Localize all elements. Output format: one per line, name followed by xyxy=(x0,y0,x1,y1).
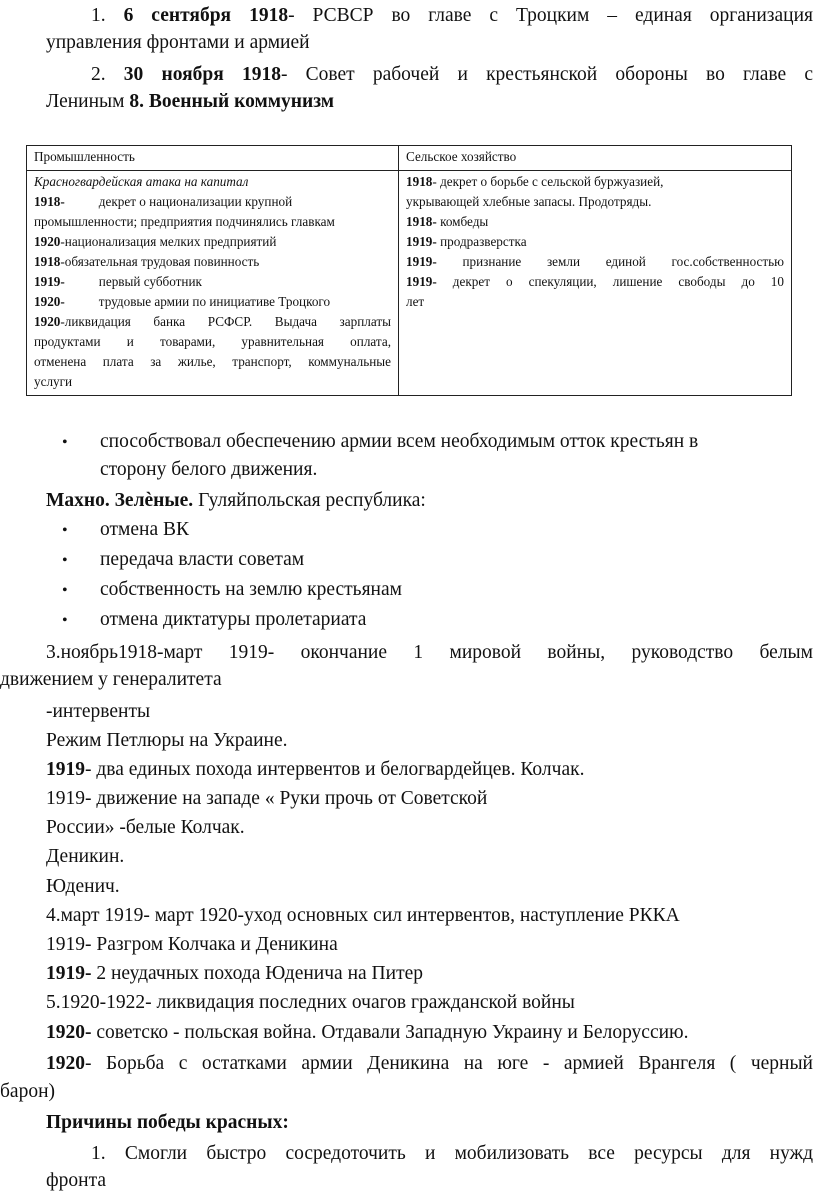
line-1920-wrangel xyxy=(46,1051,813,1077)
table-line xyxy=(406,232,784,252)
line-text: -обязательная трудовая повинность xyxy=(60,254,260,269)
table-line: промышленности; предприятия подчинялись главкам xyxy=(34,214,335,229)
line-text: советско - польская война. Отдавали Западную Украину и Белоруссию. xyxy=(91,1022,689,1043)
item-1-continuation: управления фронтами и армией xyxy=(46,32,310,53)
reason-1-number: 1. xyxy=(91,1143,106,1164)
line-text: - декрет о борьбе с сельской буржуазией, xyxy=(432,174,664,189)
industry-intro: Красногвардейская атака на капитал xyxy=(34,174,249,189)
rossii-line: России» -белые Колчак. xyxy=(46,817,245,838)
year-label: 1920 xyxy=(34,234,61,249)
year-label: 1919- xyxy=(46,963,92,984)
year-label: 1919- xyxy=(34,274,65,289)
line-text: комбеды xyxy=(436,214,489,229)
denikin-line: Деникин. xyxy=(46,846,125,867)
razgrom-line: 1919- Разгром Колчака и Деникина xyxy=(46,934,338,955)
table-line xyxy=(406,212,784,232)
paragraph-5: 5.1920-1922- ликвидация последних очагов гражданской войны xyxy=(46,992,575,1013)
line-1919-campaigns xyxy=(46,757,584,783)
item-1-line xyxy=(91,3,813,29)
table-line: отменена плата за жилье, транспорт, коммунальные xyxy=(34,354,391,369)
bullet-item: отмена ВК xyxy=(100,519,189,540)
table-header-agriculture: Сельское хозяйство xyxy=(399,146,792,171)
reason-1-line1 xyxy=(91,1141,813,1167)
line-text: 2 неудачных похода Юденича на Питер xyxy=(91,963,423,984)
table-line xyxy=(34,252,391,272)
line-text: -национализация мелких предприятий xyxy=(60,234,277,249)
item-2-number: 2. xyxy=(91,64,106,85)
line-1919-yudenich xyxy=(46,961,423,987)
year-label: 1920- xyxy=(34,294,65,309)
industry-cell xyxy=(27,171,399,396)
item-1-number: 1. xyxy=(91,5,106,26)
year-label: 1918- xyxy=(34,194,65,209)
table-line: укрывающей хлебные запасы. Продотряды. xyxy=(406,194,652,209)
bullet-marker: • xyxy=(62,612,68,629)
year-label: 1919 xyxy=(46,759,85,780)
table-line: продуктами и товарами, уравнительная оплата, xyxy=(34,334,391,349)
interventy-line: -интервенты xyxy=(46,701,151,722)
item-1-text: - РСВСР во главе с Троцким – единая организация xyxy=(288,5,813,26)
item-2-date: 30 ноября 1918 xyxy=(123,64,281,85)
item-1-date: 6 сентября 1918 xyxy=(123,5,289,26)
petlyura-line: Режим Петлюры на Украине. xyxy=(46,730,288,751)
table-line xyxy=(34,232,391,252)
bullet-continuation: сторону белого движения. xyxy=(100,459,318,480)
table-line: услуги xyxy=(34,374,73,389)
bullet-item: собственность на землю крестьянам xyxy=(100,579,402,600)
reasons-heading xyxy=(46,1110,289,1136)
year-label: 1919- xyxy=(406,254,437,269)
makhno-text: Гуляйпольская республика: xyxy=(193,490,426,511)
reason-1-line2: фронта xyxy=(46,1170,106,1191)
bullet-text: способствовал обеспечению армии всем необходимым отток крестьян в xyxy=(100,431,699,452)
makhno-line xyxy=(46,488,426,514)
table-header-row xyxy=(27,146,792,171)
reasons-heading-text: Причины победы красных: xyxy=(46,1112,289,1133)
year-label: 1918 xyxy=(406,174,433,189)
bullet-marker: • xyxy=(62,434,68,451)
line-text: декрет о национализации крупной xyxy=(98,194,293,209)
paragraph-3-line2: движением у генералитета xyxy=(0,669,222,690)
line-text: первый субботник xyxy=(98,274,202,289)
table-line xyxy=(406,172,784,192)
bullet-marker: • xyxy=(62,552,68,569)
year-label: 1919- xyxy=(406,234,437,249)
bullet-item: отмена диктатуры пролетариата xyxy=(100,609,367,630)
line-1920-poland xyxy=(46,1020,689,1046)
table-line xyxy=(34,272,391,292)
table-line: лет xyxy=(406,294,425,309)
table-line xyxy=(406,252,784,272)
reason-1-text: Смогли быстро сосредоточить и мобилизовать все ресурсы для нужд xyxy=(124,1143,813,1164)
item-2-continuation xyxy=(46,89,334,115)
economy-table xyxy=(26,145,792,396)
bullet-item: передача власти советам xyxy=(100,549,305,570)
table-line xyxy=(34,292,391,312)
item-2-cont-text: Лениным xyxy=(46,91,125,112)
section-heading-war-communism: 8. Военный коммунизм xyxy=(129,91,335,112)
agriculture-cell xyxy=(399,171,792,396)
bullet-marker: • xyxy=(62,582,68,599)
item-2-text: - Совет рабочей и крестьянской обороны во главе с xyxy=(280,64,813,85)
table-line xyxy=(34,192,391,212)
line-text: признание земли единой гос.собственностью xyxy=(436,254,784,269)
line-1919-west: 1919- движение на западе « Руки прочь от Советской xyxy=(46,788,488,809)
table-line xyxy=(34,312,391,332)
line-text: продразверстка xyxy=(436,234,527,249)
table-body-row xyxy=(27,171,792,396)
year-label: 1920 xyxy=(46,1053,85,1074)
line-text: трудовые армии по инициативе Троцкого xyxy=(98,294,331,309)
bullet-line xyxy=(100,429,698,455)
paragraph-3-line1: 3.ноябрь1918-март 1919- окончание 1 мировой войны, руководство белым xyxy=(46,642,813,663)
baron-line: барон) xyxy=(0,1081,56,1102)
paragraph-4: 4.март 1919- март 1920-уход основных сил интервентов, наступление РККА xyxy=(46,905,680,926)
year-label: 1920 xyxy=(34,314,61,329)
table-line xyxy=(406,272,784,292)
bullet-marker: • xyxy=(62,522,68,539)
makhno-label: Махно. Зелѐные. xyxy=(46,490,194,511)
yudenich-line: Юденич. xyxy=(46,876,120,897)
item-2-line xyxy=(91,62,813,88)
year-label: 1920- xyxy=(46,1022,92,1043)
table-header-industry: Промышленность xyxy=(27,146,399,171)
line-text: - два единых похода интервентов и белогвардейцев. Колчак. xyxy=(85,759,585,780)
line-text: -ликвидация банка РСФСР. Выдача зарплаты xyxy=(60,314,391,329)
year-label: 1918- xyxy=(406,214,437,229)
year-label: 1918 xyxy=(34,254,61,269)
year-label: 1919- xyxy=(406,274,437,289)
line-text: декрет о спекуляции, лишение свободы до 10 xyxy=(436,274,784,289)
line-text: - Борьба с остатками армии Деникина на юге - армией Врангеля ( черный xyxy=(85,1053,813,1074)
